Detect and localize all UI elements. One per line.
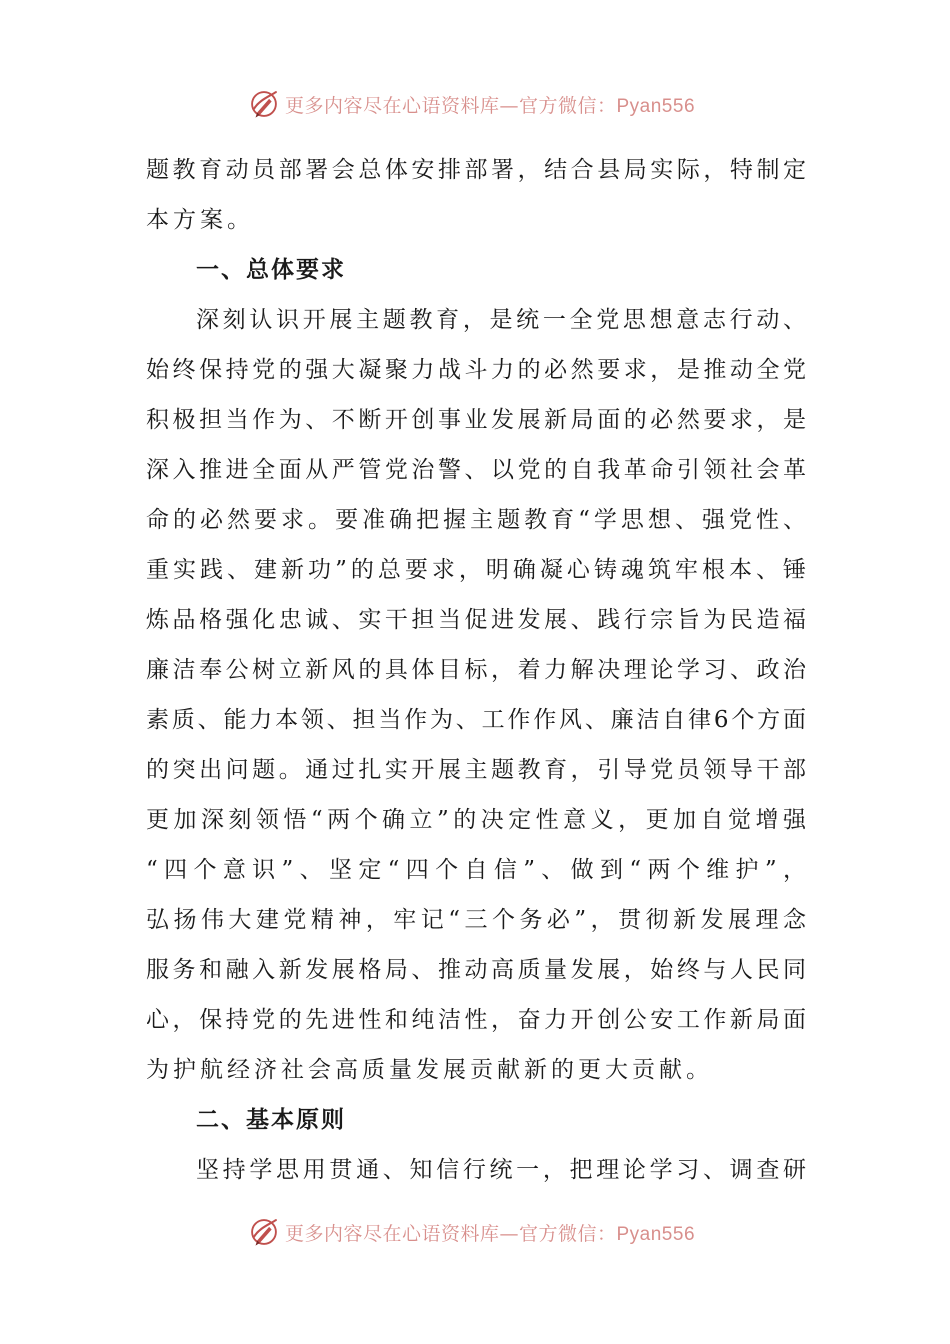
body-line: 本方案。 (146, 207, 254, 233)
body-line: 服务和融入新发展格局、推动高质量发展，始终与人民同 (146, 957, 806, 983)
body-line: 心，保持党的先进性和纯洁性，奋力开创公安工作新局面 (146, 1007, 806, 1033)
footer-watermark (0, 1212, 950, 1252)
body-line: 素质、能力本领、担当作为、工作作风、廉洁自律6个方面 (146, 707, 806, 733)
watermark-wechat-id: Pyan556 (616, 1223, 696, 1245)
watermark-text: 更多内容尽在心语资料库—官方微信： (284, 94, 617, 117)
pen-logo-icon (247, 1215, 281, 1249)
pen-logo-icon (247, 87, 281, 121)
body-line: 更加深刻领悟“两个确立”的决定性意义，更加自觉增强 (146, 807, 806, 833)
body-line: 命的必然要求。要准确把握主题教育“学思想、强党性、 (146, 507, 806, 533)
body-line: 坚持学思用贯通、知信行统一，把理论学习、调查研 (196, 1157, 806, 1183)
body-line: 的突出问题。通过扎实开展主题教育，引导党员领导干部 (146, 757, 806, 783)
watermark-wechat-id: Pyan556 (616, 95, 696, 117)
watermark-text: 更多内容尽在心语资料库—官方微信： (284, 1222, 617, 1245)
body-line: 重实践、建新功”的总要求，明确凝心铸魂筑牢根本、锤 (146, 557, 806, 583)
body-line: “四个意识”、坚定“四个自信”、做到“两个维护”， (146, 857, 806, 883)
header-watermark (0, 84, 950, 124)
body-line: 积极担当作为、不断开创事业发展新局面的必然要求，是 (146, 407, 806, 433)
body-line: 廉洁奉公树立新风的具体目标，着力解决理论学习、政治 (146, 657, 806, 683)
body-line: 题教育动员部署会总体安排部署，结合县局实际，特制定 (146, 157, 806, 183)
section-heading-2: 二、基本原则 (196, 1107, 346, 1133)
section-heading-1: 一、总体要求 (196, 257, 346, 283)
body-line: 深入推进全面从严管党治警、以党的自我革命引领社会革 (146, 457, 806, 483)
body-line: 始终保持党的强大凝聚力战斗力的必然要求，是推动全党 (146, 357, 806, 383)
body-line: 弘扬伟大建党精神，牢记“三个务必”，贯彻新发展理念 (146, 907, 806, 933)
body-line: 炼品格强化忠诚、实干担当促进发展、践行宗旨为民造福 (146, 607, 806, 633)
body-line: 为护航经济社会高质量发展贡献新的更大贡献。 (146, 1057, 713, 1083)
body-line: 深刻认识开展主题教育，是统一全党思想意志行动、 (196, 307, 806, 333)
document-body (146, 145, 806, 1195)
